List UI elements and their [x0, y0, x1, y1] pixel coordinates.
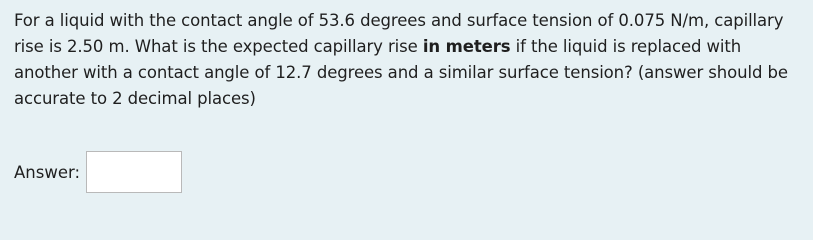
question-text-after: if the liquid is replaced with another with a contact angle of 12.7 degrees and a similar surface tension? (answer should be accurate to 2 decimal places) [14, 37, 788, 108]
question-text-before: For a liquid with the contact angle of 53.6 degrees and surface tension of 0.075 N/m, capillary rise is 2.50 m. What is the expected capillary rise [14, 11, 784, 56]
answer-row [14, 151, 182, 193]
question-emphasis: in meters [422, 37, 511, 56]
answer-label: Answer: [14, 162, 81, 182]
answer-input[interactable] [86, 151, 182, 193]
question-text [14, 8, 804, 112]
